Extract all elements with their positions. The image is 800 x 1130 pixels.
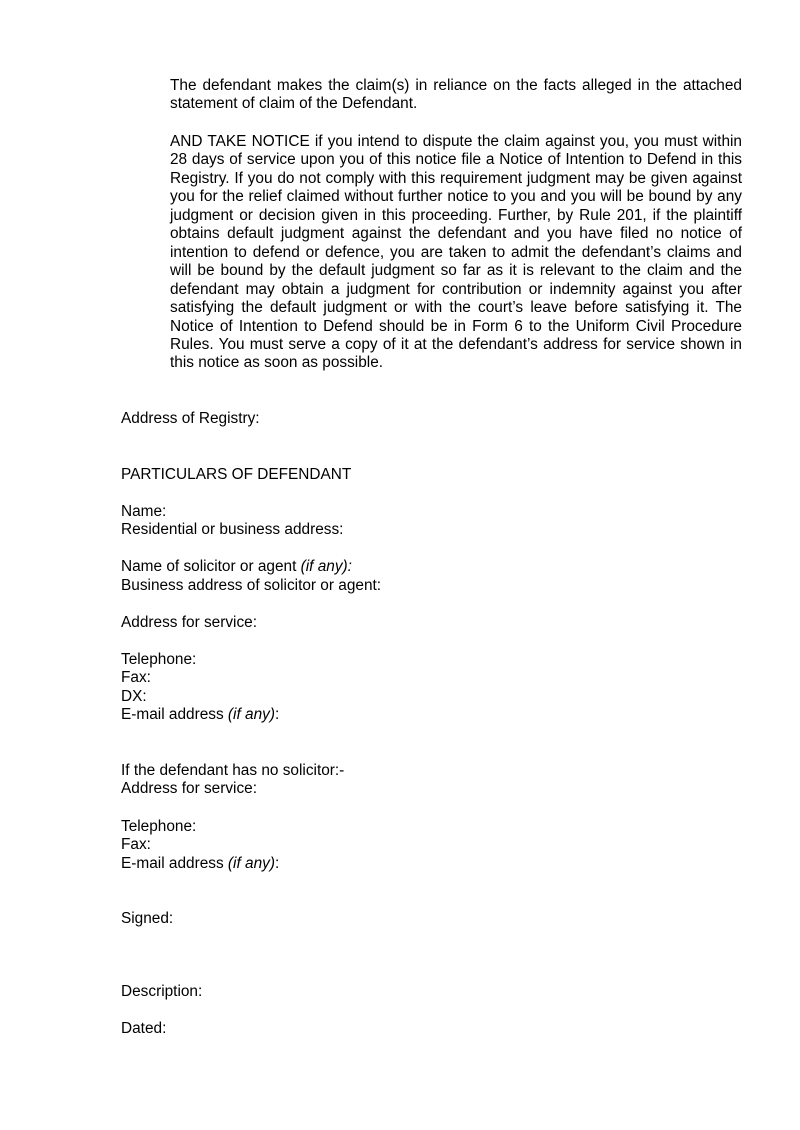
particulars-heading: PARTICULARS OF DEFENDANT bbox=[121, 466, 352, 483]
solicitor-name-qualifier: (if any): bbox=[300, 558, 352, 575]
dx-label: DX: bbox=[121, 688, 147, 705]
email-colon: : bbox=[274, 706, 280, 723]
no-solicitor-address-for-service-label: Address for service: bbox=[121, 780, 257, 797]
email-label bbox=[121, 706, 279, 724]
notice-paragraph-take-notice: AND TAKE NOTICE if you intend to dispute the claim against you, you must within 28 days of service upon you of this notice file a Notice of Intention to Defend in this Registry. If you do not comply with this requirement judgment may be given against you for the relief claimed without further notice to you and you will be bound by any judgment or decision given in this proceeding. Further, by Rule 201, if the plaintiff obtains default judgment against the defendant and you have filed no notice of intention to defend or defence, you are taken to admit the defendant’s claims and will be bound by the default judgment so far as it is relevant to the claim and the defendant may obtain a judgment for contribution or indemnity against you after satisfying the default judgment or with the court’s leave before satisfying it. The Notice of Intention to Defend should be in Form 6 to the Uniform Civil Procedure Rules. You must serve a copy of it at the defendant’s address for service shown in this notice as soon as possible. bbox=[170, 133, 742, 372]
no-solicitor-email-label bbox=[121, 855, 279, 873]
solicitor-name-text: Name of solicitor or agent bbox=[121, 558, 301, 575]
no-solicitor-fax-label: Fax: bbox=[121, 836, 151, 853]
no-solicitor-heading: If the defendant has no solicitor:- bbox=[121, 762, 345, 779]
notice-paragraph-claims-reliance: The defendant makes the claim(s) in reliance on the facts alleged in the attached statement of claim of the Defendant. bbox=[170, 77, 742, 113]
email-qualifier: (if any) bbox=[227, 706, 275, 723]
dated-label: Dated: bbox=[121, 1020, 167, 1037]
telephone-label: Telephone: bbox=[121, 651, 197, 668]
address-for-service-label: Address for service: bbox=[121, 614, 257, 631]
no-solicitor-email-text: E-mail address bbox=[121, 855, 228, 872]
no-solicitor-telephone-label: Telephone: bbox=[121, 818, 197, 835]
registry-address-label: Address of Registry: bbox=[121, 410, 260, 427]
no-solicitor-email-colon: : bbox=[274, 855, 280, 872]
fax-label: Fax: bbox=[121, 669, 151, 686]
defendant-name-label: Name: bbox=[121, 503, 167, 520]
solicitor-name-label bbox=[121, 558, 352, 576]
no-solicitor-email-qualifier: (if any) bbox=[227, 855, 275, 872]
residential-address-label: Residential or business address: bbox=[121, 521, 344, 538]
email-text: E-mail address bbox=[121, 706, 228, 723]
description-label: Description: bbox=[121, 983, 203, 1000]
solicitor-business-address-label: Business address of solicitor or agent: bbox=[121, 577, 382, 594]
signed-label: Signed: bbox=[121, 910, 174, 927]
